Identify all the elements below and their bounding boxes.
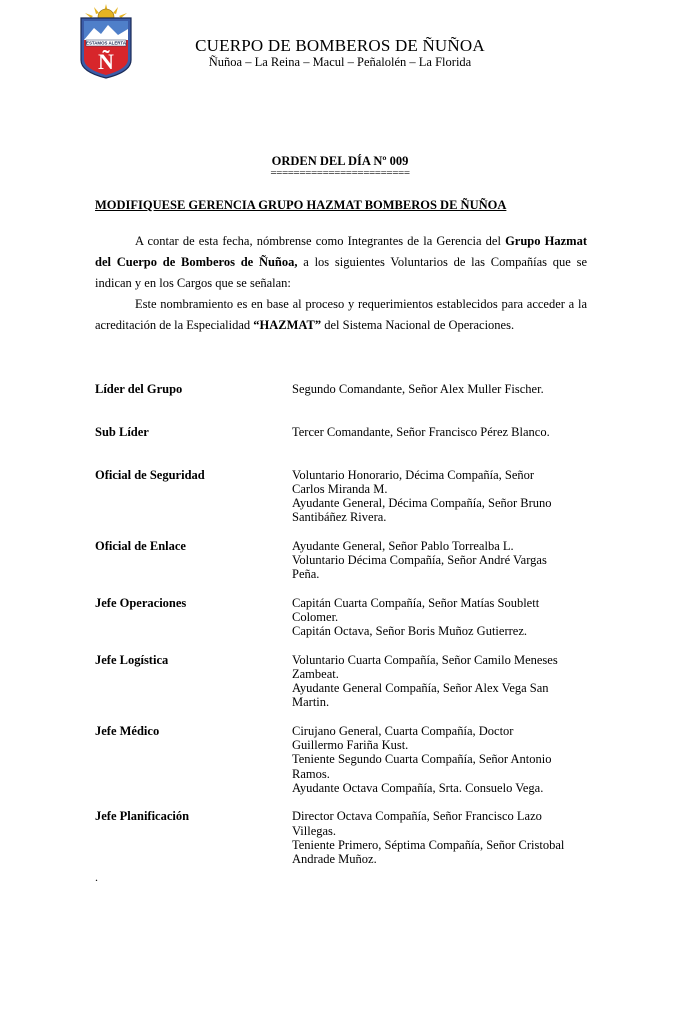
role-holders — [292, 382, 592, 396]
trailing-dot: . — [95, 870, 98, 884]
role-holder-line: Villegas. — [292, 823, 337, 838]
role-holders — [292, 724, 592, 795]
role-holders — [292, 539, 592, 582]
p1-text-a: A contar de esta fecha, nómbrense como Integrantes de la Gerencia del — [135, 234, 506, 248]
role-holder-line: Capitán Cuarta Compañía, Señor Matías Soublett — [292, 595, 540, 610]
role-holder-line: Guillermo Fariña Kust. — [292, 738, 409, 753]
paragraph-appointment — [95, 231, 587, 294]
role-row — [95, 539, 595, 582]
role-holder-line: Teniente Primero, Séptima Compañía, Señor Cristobal — [292, 837, 565, 852]
role-holder-line: Voluntario Honorario, Décima Compañía, Señor — [292, 467, 535, 482]
role-holder-line: Colomer. — [292, 609, 339, 624]
role-row — [95, 809, 595, 866]
order-title: ORDEN DEL DÍA Nº 009 — [271, 154, 409, 168]
role-holder-line: Voluntario Décima Compañía, Señor André Vargas — [292, 553, 547, 568]
role-holder-line: Ayudante Octava Compañía, Srta. Consuelo Vega. — [292, 780, 544, 795]
p2-text-bold: “HAZMAT” — [253, 318, 322, 332]
role-holder-line: Tercer Comandante, Señor Francisco Pérez Blanco. — [292, 425, 550, 440]
role-holder-line: Santibáñez Rivera. — [292, 510, 387, 525]
role-row — [95, 653, 595, 710]
role-row — [95, 596, 595, 639]
role-holder-line: Voluntario Cuarta Compañía, Señor Camilo Meneses — [292, 652, 558, 667]
role-holder-line: Ramos. — [292, 766, 330, 781]
role-row — [95, 468, 595, 525]
role-holder-line: Carlos Miranda M. — [292, 481, 388, 496]
role-holder-line: Segundo Comandante, Señor Alex Muller Fischer. — [292, 382, 544, 396]
role-holders — [292, 809, 592, 866]
role-holder-line: Ayudante General, Décima Compañía, Señor Bruno — [292, 496, 552, 511]
p2-text-c: del Sistema Nacional de Operaciones. — [321, 318, 515, 332]
role-title: Oficial de Seguridad — [95, 467, 205, 482]
role-holder-line: Ayudante General, Señor Pablo Torrealba L. — [292, 538, 514, 553]
paragraph-basis — [95, 294, 587, 336]
role-holders — [292, 468, 592, 525]
role-title: Sub Líder — [95, 425, 149, 440]
role-holder-line: Teniente Segundo Cuarta Compañía, Señor Antonio — [292, 752, 552, 767]
role-title: Jefe Operaciones — [95, 595, 187, 610]
role-holders — [292, 596, 592, 639]
role-title: Jefe Planificación — [95, 809, 190, 824]
order-subject: MODIFIQUESE GERENCIA GRUPO HAZMAT BOMBEROS DE ÑUÑOA — [95, 198, 507, 212]
roles-list — [95, 382, 595, 880]
role-title: Oficial de Enlace — [95, 538, 186, 553]
role-holder-line: Capitán Octava, Señor Boris Muñoz Gutierrez. — [292, 624, 528, 639]
p2-text-a: Este nombramiento es en base al proceso y requerimientos establecidos para acceder a la acreditación de la Especialidad — [95, 297, 587, 332]
role-holder-line: Ayudante General Compañía, Señor Alex Vega San — [292, 681, 549, 696]
role-row — [95, 724, 595, 795]
role-title: Líder del Grupo — [95, 382, 183, 396]
role-title: Jefe Médico — [95, 723, 160, 738]
role-row — [95, 382, 595, 396]
org-communes: Ñuñoa – La Reina – Macul – Peñalolén – La Florida — [208, 55, 472, 69]
role-holder-line: Cirujano General, Cuarta Compañía, Doctor — [292, 723, 514, 738]
role-row — [95, 425, 595, 439]
org-name: CUERPO DE BOMBEROS DE ÑUÑOA — [195, 36, 485, 55]
role-title: Jefe Logística — [95, 652, 169, 667]
role-holders — [292, 653, 592, 710]
p1-text-c: a los siguientes Voluntarios de las Compañías que se indican y en los Cargos que se señalan: — [95, 255, 587, 290]
emblem-motto: ESTAMOS ALERTA — [86, 40, 126, 46]
role-holder-line: Martin. — [292, 695, 330, 710]
p1-text-bold: Grupo Hazmat del Cuerpo de Bomberos de Ñuñoa, — [95, 234, 587, 269]
role-holders — [292, 425, 592, 439]
order-title-rule: ======================== — [270, 167, 410, 179]
role-holder-line: Zambeat. — [292, 666, 339, 681]
role-holder-line: Director Octava Compañía, Señor Francisco Lazo — [292, 809, 542, 824]
role-holder-line: Peña. — [292, 567, 320, 582]
bomberos-emblem-icon — [75, 2, 137, 80]
emblem-letter: Ñ — [98, 49, 114, 74]
role-holder-line: Andrade Muñoz. — [292, 852, 377, 867]
